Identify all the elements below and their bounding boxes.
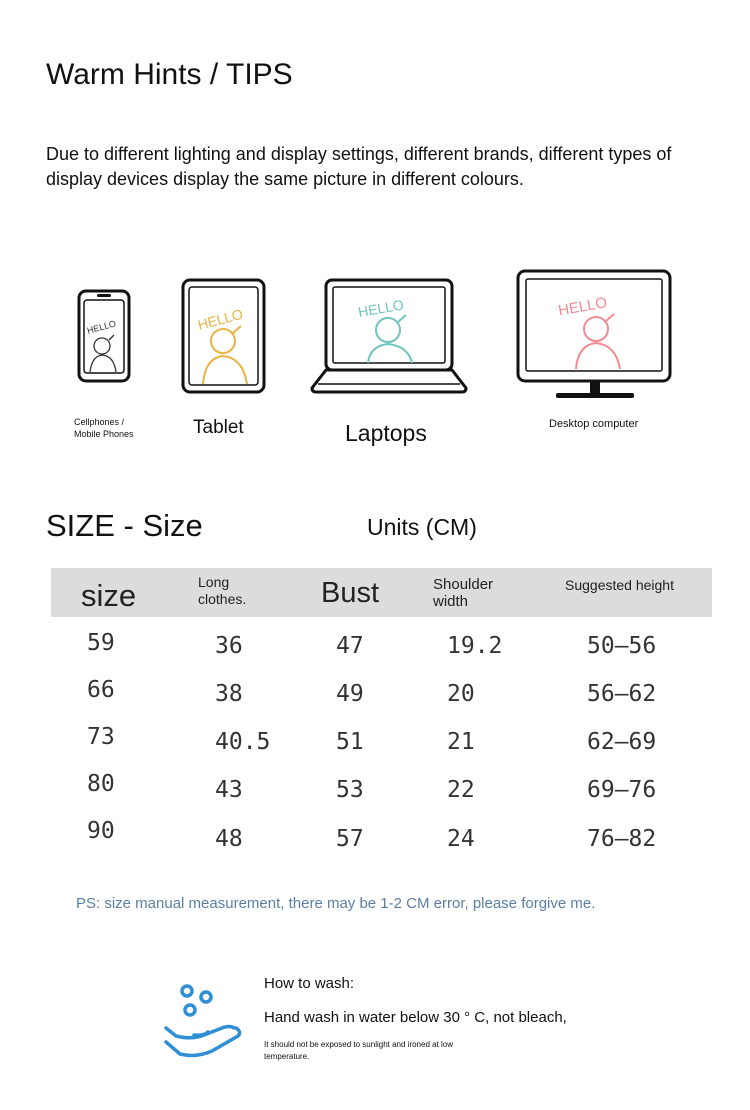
cell-size: 66	[87, 677, 115, 703]
cell-size: 80	[87, 771, 115, 797]
cell-size: 90	[87, 818, 115, 844]
size-section-title: SIZE - Size	[46, 508, 203, 543]
tablet-hello-text: HELLO	[196, 305, 245, 333]
wash-note: It should not be exposed to sunlight and ironed at low temperature.	[264, 1040, 454, 1061]
cell-suggested-height: 62–69	[587, 729, 657, 755]
intro-text: Due to different lighting and display settings, different brands, different types of display devices display the same picture in different colours.	[46, 144, 672, 189]
cell-size: 59	[87, 630, 115, 656]
cell-long-clothes: 43	[215, 777, 243, 803]
column-header-shoulder-width: Shoulder width	[433, 576, 494, 610]
column-header-long-clothes: Long clothes.	[198, 574, 247, 607]
cell-shoulder-width: 21	[447, 729, 475, 755]
cell-bust: 53	[336, 777, 364, 803]
cell-long-clothes: 48	[215, 826, 243, 852]
desktop-illustration	[516, 269, 674, 403]
column-header-suggested-height: Suggested height	[565, 577, 674, 593]
measurement-note: PS: size manual measurement, there may be 1-2 CM error, please forgive me.	[76, 895, 596, 912]
page-title: Warm Hints / TIPS	[46, 58, 293, 91]
tablet-illustration	[181, 278, 266, 394]
cell-shoulder-width: 22	[447, 777, 475, 803]
cell-long-clothes: 36	[215, 633, 243, 659]
cell-bust: 57	[336, 826, 364, 852]
wash-title: How to wash:	[264, 975, 355, 992]
device-label-desktop: Desktop computer	[549, 418, 639, 430]
wash-instruction: Hand wash in water below 30 ° C, not bleach,	[264, 1009, 567, 1026]
laptop-hello-text: HELLO	[356, 296, 405, 321]
desktop-hello-text: HELLO	[557, 294, 609, 320]
device-label-laptops: Laptops	[345, 420, 427, 446]
phone-hello-text: HELLO	[85, 318, 118, 336]
cell-shoulder-width: 24	[447, 826, 475, 852]
device-label-cellphones: Cellphones / Mobile Phones	[74, 417, 134, 439]
cell-shoulder-width: 19.2	[447, 633, 503, 659]
cell-size: 73	[87, 724, 115, 750]
units-label: Units (CM)	[367, 514, 477, 540]
cell-bust: 51	[336, 729, 364, 755]
cell-suggested-height: 50–56	[587, 633, 657, 659]
device-label-tablet: Tablet	[193, 417, 244, 438]
cell-bust: 49	[336, 681, 364, 707]
cellphone-illustration	[76, 288, 132, 384]
cell-long-clothes: 38	[215, 681, 243, 707]
cell-bust: 47	[336, 633, 364, 659]
size-table-header	[51, 568, 712, 617]
cell-suggested-height: 69–76	[587, 777, 657, 803]
laptop-illustration	[310, 278, 468, 396]
cell-suggested-height: 76–82	[587, 826, 657, 852]
column-header-bust: Bust	[321, 577, 380, 609]
cell-long-clothes: 40.5	[215, 729, 271, 755]
cell-suggested-height: 56–62	[587, 681, 657, 707]
hand-wash-icon	[160, 980, 244, 1060]
column-header-size: size	[81, 578, 137, 613]
cell-shoulder-width: 20	[447, 681, 475, 707]
